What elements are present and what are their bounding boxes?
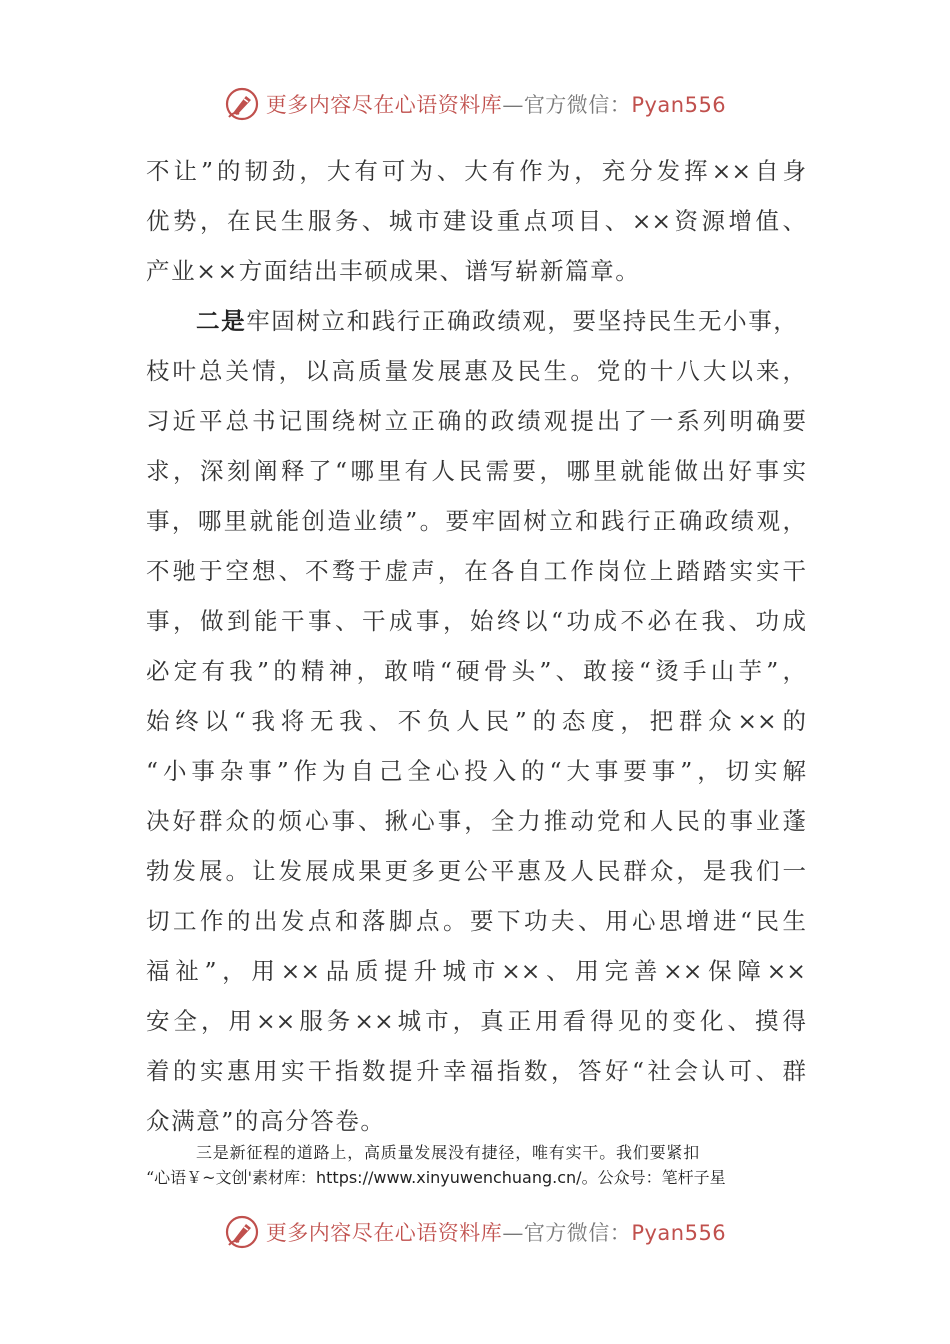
banner-text [266,1217,726,1247]
pen-nib-logo-icon [224,86,260,122]
document-body [146,146,806,1146]
pen-nib-logo-icon [224,1214,260,1250]
paragraph-2 [146,296,806,1146]
banner-wechat-id: Pyan556 [631,1221,727,1245]
banner-main-text: 更多内容尽在心语资料库 [265,93,503,117]
text-line: 事，哪里就能创造业绩”。要牢固树立和践行正确政绩观， [146,507,806,535]
footnote-line-2 [146,1165,806,1190]
text-line: 福祉”，用××品质提升城市××、用完善××保障×× [146,957,806,985]
text-line: 众满意”的高分答卷。 [146,1107,386,1135]
footnote [146,1140,806,1190]
text-line: 不驰于空想、不骛于虚声，在各自工作岗位上踏踏实实干 [146,557,806,585]
banner-dash: — [502,1221,524,1245]
text-line: 必定有我”的精神，敢啃“硬骨头”、敢接“烫手山芋”， [146,657,806,685]
footnote-suffix: 。公众号：笔杆子星 [581,1168,726,1187]
text-line: 习近平总书记围绕树立正确的政绩观提出了一系列明确要 [146,407,806,435]
paragraph-lead: 二是 [196,307,247,335]
text-line: 求，深刻阐释了“哪里有人民需要，哪里就能做出好事实 [146,457,806,485]
text-line: 优势，在民生服务、城市建设重点项目、××资源增值、 [146,207,806,235]
text-span: 牢固树立和践行正确政绩观，要坚持民生无小事， [246,307,799,335]
footnote-prefix: “心语￥~文创'素材库： [146,1168,316,1187]
text-line: 不让”的韧劲，大有可为、大有作为，充分发挥××自身 [146,157,806,185]
banner-wechat-label: 官方微信： [523,1221,632,1245]
banner-dash: — [502,93,524,117]
banner-main-text: 更多内容尽在心语资料库 [265,1221,503,1245]
text-line: 切工作的出发点和落脚点。要下功夫、用心思增进“民生 [146,907,806,935]
banner-wechat-label: 官方微信： [523,93,632,117]
text-line: 始终以“我将无我、不负人民”的态度，把群众××的 [146,707,806,735]
footnote-line-1: 三是新征程的道路上，高质量发展没有捷径，唯有实干。我们要紧扣 [196,1143,701,1162]
footnote-url: https://www.xinyuwenchuang.cn/ [316,1168,582,1187]
banner-wechat-id: Pyan556 [631,93,727,117]
paragraph-1 [146,146,806,296]
text-line: 枝叶总关情，以高质量发展惠及民生。党的十八大以来， [146,357,806,385]
text-line: 事，做到能干事、干成事，始终以“功成不必在我、功成 [146,607,806,635]
text-line: 决好群众的烦心事、揪心事，全力推动党和人民的事业蓬 [146,807,806,835]
text-line [146,296,806,346]
banner-text [266,89,726,119]
header-banner [0,84,950,124]
text-line: 安全，用××服务××城市，真正用看得见的变化、摸得 [146,1007,806,1035]
text-line: 产业××方面结出丰硕成果、谱写崭新篇章。 [146,257,641,285]
footer-banner [0,1212,950,1252]
text-line: 着的实惠用实干指数提升幸福指数，答好“社会认可、群 [146,1057,806,1085]
text-line: “小事杂事”作为自己全心投入的“大事要事”，切实解 [146,757,806,785]
text-line: 勃发展。让发展成果更多更公平惠及人民群众，是我们一 [146,857,806,885]
